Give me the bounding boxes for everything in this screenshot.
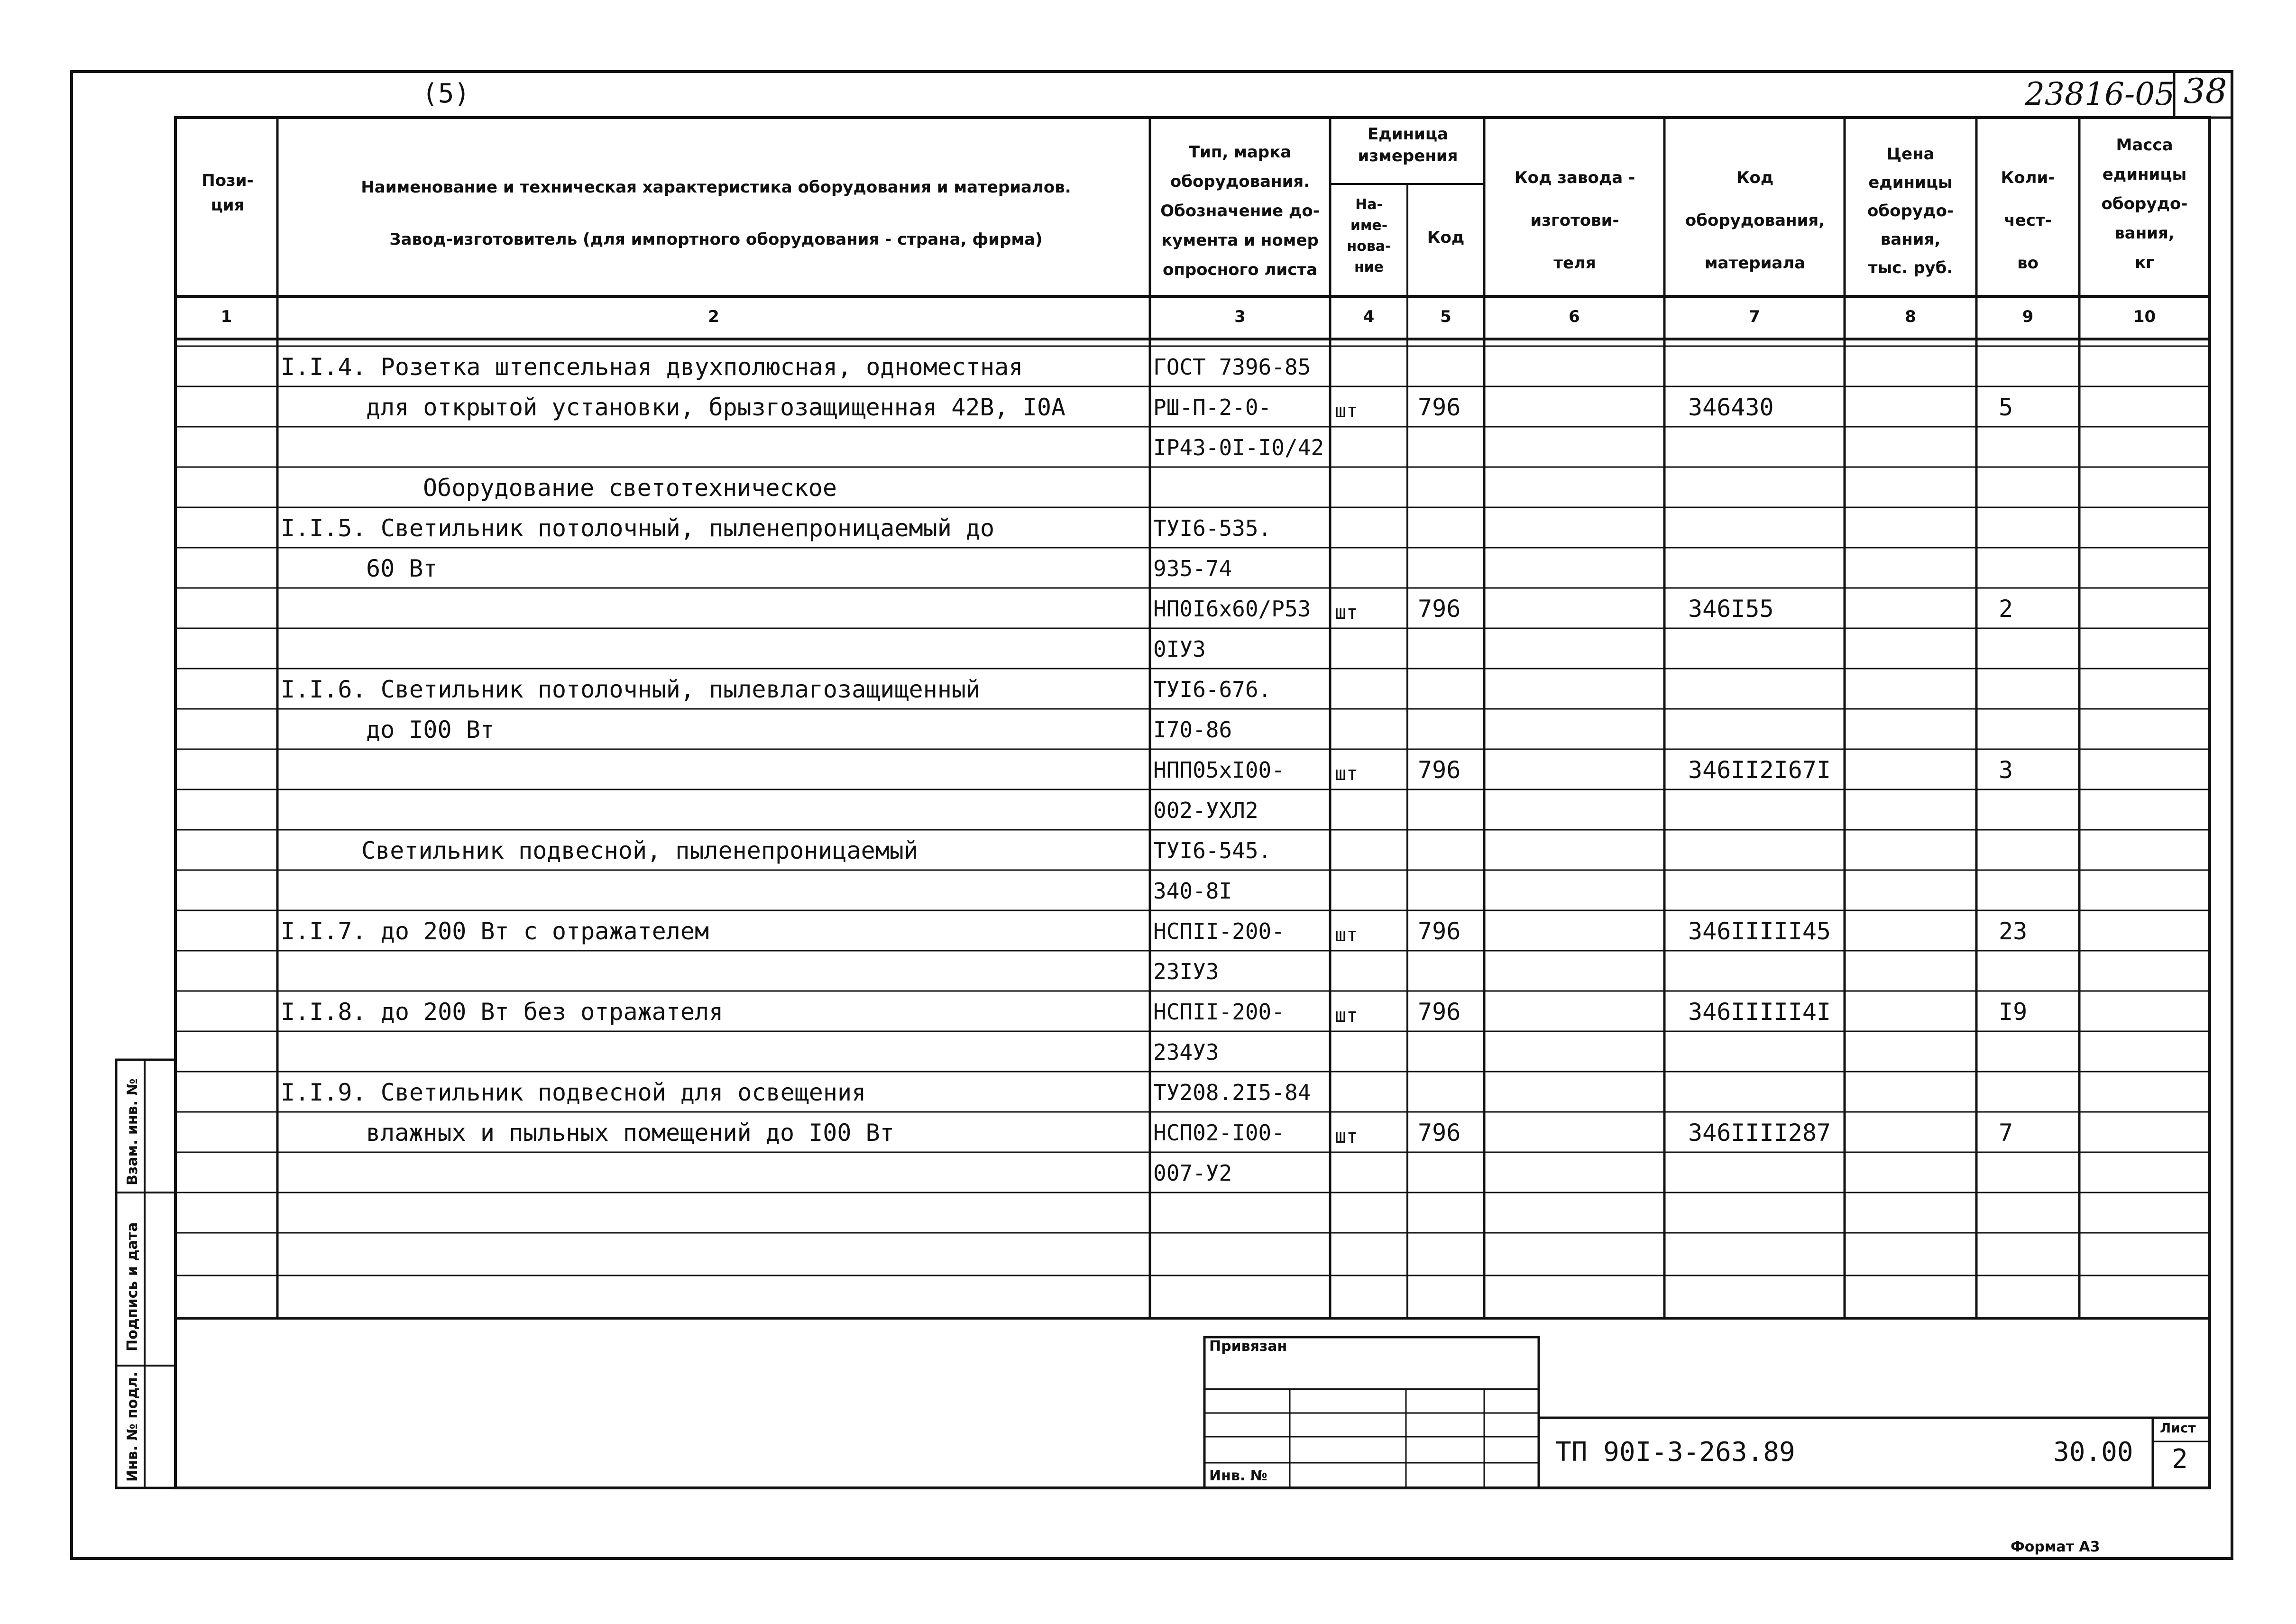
header-col10: Масса единицы оборудо- вания, кг <box>2101 136 2188 272</box>
row-9-name: до I00 Вт <box>366 716 495 743</box>
title-inv-no: Инв. № <box>1209 1468 1267 1484</box>
row-19-name: влажных и пыльных помещений до I00 Вт <box>366 1119 894 1147</box>
row-19-equip-code: 346IIII287 <box>1688 1119 1831 1147</box>
header-col3: Тип, марка оборудования. Обозначение до- кумента и номер опросного листа <box>1160 143 1320 279</box>
format-label: Формат А3 <box>2011 1539 2100 1555</box>
side-label-vzam: Взам. инв. № <box>124 1078 141 1185</box>
row-1-equip-code: 346430 <box>1688 394 1774 421</box>
row-19-unit: шт <box>1335 1126 1358 1147</box>
col-number-7: 7 <box>1749 307 1760 326</box>
row-19-code: 796 <box>1418 1119 1461 1147</box>
row-16-equip-code: 346IIIII4I <box>1688 998 1831 1026</box>
header-col2: Наименование и техническая характеристика оборудования и материалов. Завод-изготовитель (для импортного оборудования - страна, фирма) <box>361 178 1071 249</box>
title-privyazan: Привязан <box>1209 1338 1287 1355</box>
col-number-2: 2 <box>708 307 719 326</box>
row-16-unit: шт <box>1335 1005 1358 1027</box>
header-col1: Пози- ция <box>202 171 254 215</box>
row-11-type: 002-УХЛ2 <box>1153 798 1258 823</box>
col-number-8: 8 <box>1905 307 1916 326</box>
row-9-type: I70-86 <box>1153 717 1232 743</box>
row-12-name: Светильник подвесной, пыленепроницаемый <box>361 837 918 864</box>
header-col6: Код завода - изготови- теля <box>1514 168 1635 273</box>
row-6-code: 796 <box>1418 595 1461 623</box>
row-10-code: 796 <box>1418 756 1461 784</box>
row-6-qty: 2 <box>1999 595 2013 623</box>
row-1-name: для открытой установки, брызгозащищенная 42В, I0А <box>366 394 1066 421</box>
row-18-name: I.I.9. Светильник подвесной для освещения <box>281 1079 866 1106</box>
row-16-type: НСПII-200- <box>1153 999 1285 1025</box>
header-col5: Код <box>1427 228 1465 247</box>
header-col4: На- име- нова- ние <box>1347 196 1391 275</box>
row-14-equip-code: 346IIIII45 <box>1688 918 1831 945</box>
row-4-name: I.I.5. Светильник потолочный, пыленепроницаемый до <box>281 514 995 542</box>
row-2-type: IP43-0I-I0/42 <box>1153 435 1324 460</box>
row-1-code: 796 <box>1418 394 1461 421</box>
sheet-label: (5) <box>422 78 470 109</box>
row-6-unit: шт <box>1335 602 1358 624</box>
header-unit-group: Единица измерения <box>1358 125 1458 165</box>
row-6-type: НП0I6х60/Р53 <box>1153 596 1311 622</box>
row-14-qty: 23 <box>1999 918 2028 945</box>
row-19-type: НСП02-I00- <box>1153 1120 1285 1146</box>
row-5-name: 60 Вт <box>366 555 438 582</box>
header-col9: Коли- чест- во <box>2001 168 2055 273</box>
row-14-code: 796 <box>1418 918 1461 945</box>
row-10-qty: 3 <box>1999 756 2013 784</box>
row-13-type: 340-8I <box>1153 878 1232 904</box>
row-1-unit: шт <box>1335 400 1358 422</box>
row-4-type: ТУI6-535. <box>1153 515 1272 541</box>
header-col8: Цена единицы оборудо- вания, тыс. руб. <box>1867 145 1954 277</box>
row-7-type: 0IУ3 <box>1153 636 1206 662</box>
row-0-name: I.I.4. Розетка штепсельная двухполюсная, одноместная <box>281 353 1023 381</box>
row-8-name: I.I.6. Светильник потолочный, пылевлагозащищенный <box>281 676 981 703</box>
doc-suffix: 30.00 <box>2053 1437 2133 1468</box>
row-15-type: 23IУ3 <box>1153 959 1219 984</box>
col-number-1: 1 <box>220 307 232 326</box>
row-20-type: 007-У2 <box>1153 1160 1232 1186</box>
row-19-qty: 7 <box>1999 1119 2013 1147</box>
page-number: 38 <box>2184 71 2227 111</box>
row-1-qty: 5 <box>1999 394 2013 421</box>
row-16-qty: I9 <box>1999 998 2028 1026</box>
row-14-unit: шт <box>1335 924 1358 946</box>
col-number-10: 10 <box>2133 307 2156 326</box>
row-10-equip-code: 346II2I67I <box>1688 756 1831 784</box>
row-14-name: I.I.7. до 200 Вт с отражателем <box>281 918 709 945</box>
list-value: 2 <box>2172 1444 2188 1475</box>
row-3-name: Оборудование светотехническое <box>423 474 837 502</box>
header-col7: Код оборудования, материала <box>1685 168 1825 273</box>
row-8-type: ТУI6-676. <box>1153 677 1272 702</box>
row-0-type: ГОСТ 7396-85 <box>1153 354 1311 380</box>
row-17-type: 234У3 <box>1153 1039 1219 1065</box>
doc-code: ТП 90I-3-263.89 <box>1555 1437 1795 1468</box>
row-10-type: НПП05хI00- <box>1153 757 1285 783</box>
row-14-type: НСПII-200- <box>1153 918 1285 944</box>
inventory-number: 23816-05 <box>2025 76 2175 112</box>
row-18-type: ТУ208.2I5-84 <box>1153 1080 1311 1105</box>
side-label-podpis: Подпись и дата <box>124 1222 141 1351</box>
row-5-type: 935-74 <box>1153 556 1232 581</box>
row-16-code: 796 <box>1418 998 1461 1026</box>
col-number-9: 9 <box>2022 307 2034 326</box>
col-number-6: 6 <box>1569 307 1580 326</box>
list-label: Лист <box>2160 1420 2196 1436</box>
side-label-inv: Инв. № подл. <box>124 1371 141 1482</box>
col-number-4: 4 <box>1363 307 1375 326</box>
row-6-equip-code: 346I55 <box>1688 595 1774 623</box>
row-12-type: ТУI6-545. <box>1153 838 1272 863</box>
row-10-unit: шт <box>1335 763 1358 785</box>
row-16-name: I.I.8. до 200 Вт без отражателя <box>281 998 724 1026</box>
col-number-5: 5 <box>1440 307 1451 326</box>
col-number-3: 3 <box>1234 307 1246 326</box>
row-1-type: РШ-П-2-0- <box>1153 395 1272 420</box>
